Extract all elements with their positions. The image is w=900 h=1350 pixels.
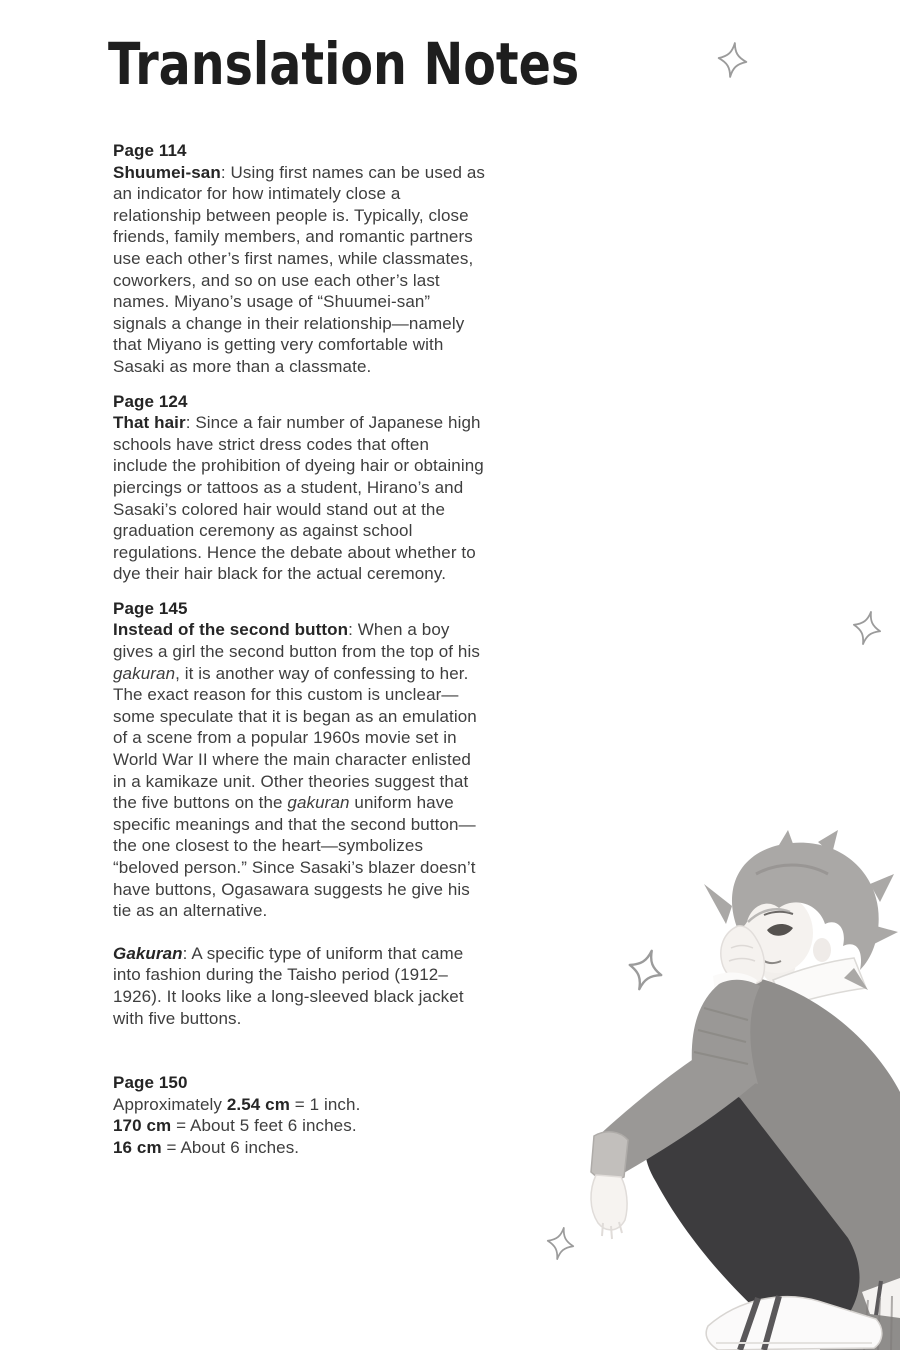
section-paragraph: Instead of the second button: When a boy gives a girl the second button from the top of his gakuran, it is another way of confessing to her. The exact reason for this custom is unclear—some speculate that it is began as an emulation of a scene from a popular 1960s movie set in World War II where the main character enlisted in a kamikaze unit. Other theories suggest that the five buttons on the gakuran uniform have specific meanings and that the second button—the one closest to the heart—symbolizes “beloved person.” Since Sasaki’s blazer doesn’t have buttons, Ogasawara suggests he give his tie as an alternative.	[113, 620, 480, 921]
section-heading: Page 150	[113, 1073, 188, 1093]
sparkle-icon	[848, 606, 886, 650]
notes-column	[113, 140, 488, 1159]
crouching-boy-drawing	[580, 830, 900, 1350]
note-section-page-145	[113, 598, 488, 1029]
section-heading: Page 145	[113, 598, 188, 618]
sparkle-icon	[714, 38, 750, 82]
section-paragraph: Shuumei-san: Using first names can be used as an indicator for how intimately close a relationship between people is. Typically, close friends, family members, and romantic partners use each other’s first names, while classmates, coworkers, and so on use each other’s last names. Miyano’s usage of “Shuumei-san” signals a change in their relationship—namely that Miyano is getting very comfortable with Sasaki as more than a classmate.	[113, 162, 486, 376]
page-title: Translation Notes	[108, 30, 580, 98]
section-paragraph-gakuran: Gakuran: A specific type of uniform that came into fashion during the Taisho period (1912–1926). It looks like a long-sleeved black jacket with five buttons.	[113, 943, 464, 1028]
character-cuff	[591, 1132, 628, 1181]
note-section-page-150	[113, 1072, 488, 1158]
character-illustration	[580, 830, 900, 1350]
sparkle-icon	[543, 1223, 579, 1263]
section-heading: Page 124	[113, 391, 188, 411]
character-dangling-hand	[591, 1175, 627, 1230]
section-heading: Page 114	[113, 141, 187, 160]
character-ear	[813, 938, 831, 962]
section-paragraph: That hair: Since a fair number of Japanese high schools have strict dress codes that often include the prohibition of dyeing hair or obtaining piercings or tattoos as a student, Hirano’s and Sasaki’s colored hair would stand out at the graduation ceremony as against school regulations. Hence the debate about whether to dye their hair black for the actual ceremony.	[113, 413, 484, 584]
note-section-page-114	[113, 140, 488, 378]
note-section-page-124	[113, 391, 488, 585]
section-paragraph: Approximately 2.54 cm = 1 inch. 170 cm = About 5 feet 6 inches. 16 cm = About 6 inches.	[113, 1094, 361, 1157]
